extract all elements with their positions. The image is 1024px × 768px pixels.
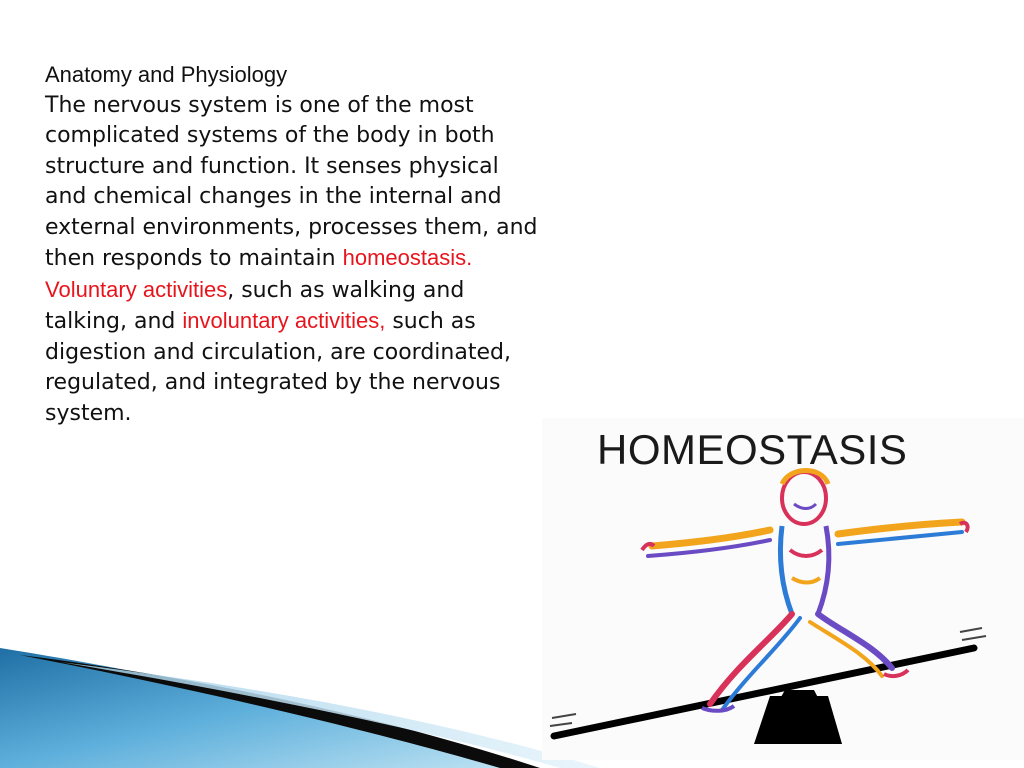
highlight-homeostasis: homeostasis.	[342, 245, 473, 270]
balancing-figure-illustration	[542, 418, 1024, 760]
paragraph-nervous-system	[45, 91, 540, 275]
paragraph-text: such as digestion and circulation, are coordinated, regulated, and integrated by the nervous system.	[45, 309, 511, 426]
paragraph-text: , such as walking and talking, and	[45, 277, 465, 334]
slide-heading: Anatomy and Physiology	[45, 62, 288, 87]
homeostasis-title: HOMEOSTASIS	[597, 426, 908, 473]
paragraph-text: The nervous system is one of the most complicated systems of the body in both structure and function. It senses physical and chemical changes in the internal and external environments, processes them, and then responds to maintain	[45, 92, 538, 271]
highlight-involuntary-activities: involuntary activities,	[182, 308, 386, 333]
paragraph-activities	[45, 275, 540, 430]
slide-text	[45, 60, 540, 429]
highlight-voluntary-activities: Voluntary activities	[45, 276, 228, 302]
homeostasis-image	[542, 418, 1024, 760]
